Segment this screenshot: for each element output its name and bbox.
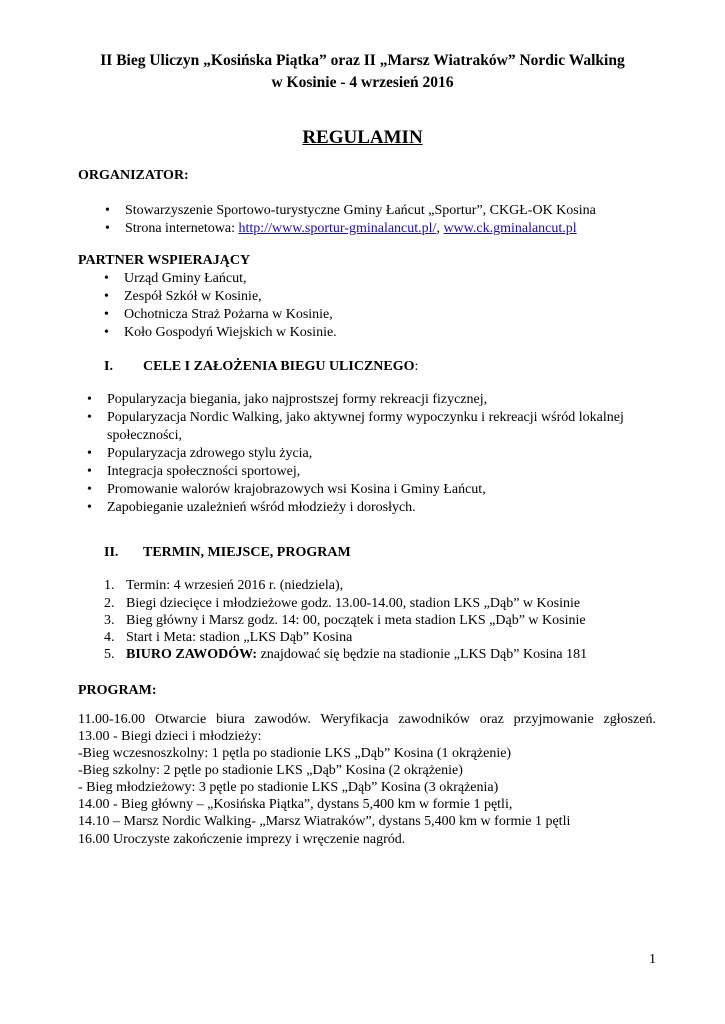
partner-item: • Zespół Szkół w Kosinie, bbox=[124, 289, 262, 305]
goal-item: • Promowanie walorów krajobrazowych wsi Kosina i Gminy Łańcut, bbox=[107, 482, 486, 498]
document-title-line-1: II Bieg Uliczyn „Kosińska Piątka” oraz II „Marsz Wiatraków” Nordic Walking bbox=[100, 52, 625, 69]
goal-item: • Popularyzacja zdrowego stylu życia, bbox=[107, 446, 312, 462]
partner-item: • Koło Gospodyń Wiejskich w Kosinie. bbox=[124, 325, 337, 341]
website-label: Strona internetowa: bbox=[125, 221, 239, 236]
section-2-heading: TERMIN, MIEJSCE, PROGRAM bbox=[143, 545, 351, 560]
partner-heading: PARTNER WSPIERAJĄCY bbox=[78, 253, 251, 268]
program-line: 11.00-16.00 Otwarcie biura zawodów. Weryfikacja zawodników oraz przyjmowanie zgłoszeń. bbox=[78, 712, 656, 727]
program-line: 14.10 – Marsz Nordic Walking- „Marsz Wiatraków”, dystans 5,400 km w formie 1 pętli bbox=[78, 814, 571, 829]
program-heading: PROGRAM: bbox=[78, 683, 157, 698]
program-line: - Bieg młodzieżowy: 3 pętle po stadionie LKS „Dąb” Kosina (3 okrążenia) bbox=[78, 780, 499, 795]
program-line: 16.00 Uroczyste zakończenie imprezy i wręczenie nagród. bbox=[78, 832, 406, 847]
ck-gminalancut-link[interactable]: www.ck.gminalancut.pl bbox=[443, 221, 577, 236]
goal-item: • Popularyzacja Nordic Walking, jako aktywnej formy wypoczynku i rekreacji wśród lokalnej bbox=[107, 410, 624, 426]
numbered-item-text: Start i Meta: stadion „LKS Dąb” Kosina bbox=[126, 630, 353, 645]
numbered-item-text: Bieg główny i Marsz godz. 14: 00, początek i meta stadion LKS „Dąb” w Kosinie bbox=[126, 613, 586, 628]
organizator-item: • Stowarzyszenie Sportowo-turystyczne Gminy Łańcut „Sportur”, CKGŁ-OK Kosina bbox=[125, 203, 596, 219]
section-2-number: II. bbox=[104, 545, 119, 560]
program-line: -Bieg szkolny: 2 pętle po stadionie LKS „Dąb” Kosina (2 okrążenie) bbox=[78, 763, 463, 778]
section-1-heading: CELE I ZAŁOŻENIA BIEGU ULICZNEGO: bbox=[143, 359, 419, 374]
program-line: 13.00 - Biegi dzieci i młodzieży: bbox=[78, 729, 262, 744]
document-title-line-2: w Kosinie - 4 wrzesień 2016 bbox=[271, 74, 454, 91]
goal-item: • Popularyzacja biegania, jako najprostszej formy rekreacji fizycznej, bbox=[107, 392, 487, 408]
goal-item: • Integracja społeczności sportowej, bbox=[107, 464, 300, 480]
numbered-item-text: Termin: 4 wrzesień 2016 r. (niedziela), bbox=[126, 578, 344, 593]
partner-item: • Urząd Gminy Łańcut, bbox=[124, 271, 246, 287]
numbered-item-text: Biegi dziecięce i młodzieżowe godz. 13.00-14.00, stadion LKS „Dąb” w Kosinie bbox=[126, 596, 581, 611]
biuro-zawodow-item: BIURO ZAWODÓW: znajdować się będzie na stadionie „LKS Dąb” Kosina 181 bbox=[126, 647, 588, 662]
numbered-item-number: 4. bbox=[104, 630, 115, 645]
section-1-number: I. bbox=[104, 359, 113, 374]
page-number: 1 bbox=[649, 952, 656, 967]
numbered-item-number: 3. bbox=[104, 613, 115, 628]
organizator-website-item bbox=[125, 221, 577, 237]
partner-item: • Ochotnicza Straż Pożarna w Kosinie, bbox=[124, 307, 333, 323]
organizator-heading: ORGANIZATOR: bbox=[78, 168, 189, 183]
sportur-link[interactable]: http://www.sportur-gminalancut.pl/ bbox=[238, 221, 437, 236]
link-separator: , bbox=[436, 221, 444, 236]
numbered-item-number: 2. bbox=[104, 596, 115, 611]
goal-item-continuation: społeczności, bbox=[107, 428, 183, 443]
program-line: 14.00 - Bieg główny – „Kosińska Piątka”, dystans 5,400 km w formie 1 pętli, bbox=[78, 797, 513, 812]
goal-item: • Zapobieganie uzależnień wśród młodzieży i dorosłych. bbox=[107, 500, 416, 516]
numbered-item-number: 1. bbox=[104, 578, 115, 593]
numbered-item-number: 5. bbox=[104, 647, 115, 662]
regulamin-heading: REGULAMIN bbox=[302, 127, 423, 148]
program-line: -Bieg wczesnoszkolny: 1 pętla po stadionie LKS „Dąb” Kosina (1 okrążenie) bbox=[78, 746, 512, 761]
